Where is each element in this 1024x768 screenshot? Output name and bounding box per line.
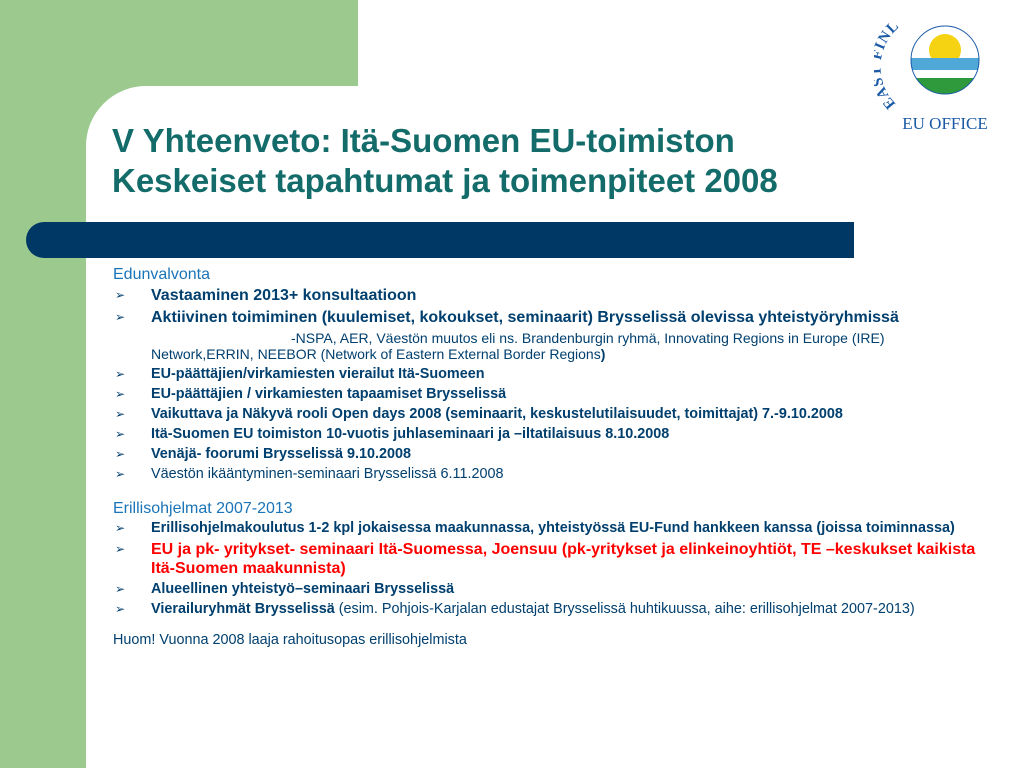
logo-arc-text: EA NL (874, 17, 903, 112)
list-item: ➢ EU-päättäjien/virkamiesten vierailut Itä-Suomeen (115, 366, 485, 382)
arrow-bullet-icon: ➢ (115, 367, 126, 381)
east-finland-logo (874, 10, 1016, 134)
slide-title (112, 121, 872, 201)
list-item: ➢ Vastaaminen 2013+ konsultaatioon (115, 287, 417, 304)
arrow-bullet-icon: ➢ (115, 310, 126, 324)
section-heading-erillisohjelmat: Erillisohjelmat 2007-2013 (113, 500, 293, 517)
arrow-bullet-icon: ➢ (115, 387, 126, 401)
footer-note: Huom! Vuonna 2008 laaja rahoitusopas erillisohjelmista (113, 632, 467, 648)
arrow-bullet-icon: ➢ (115, 521, 126, 535)
arrow-bullet-icon: ➢ (115, 288, 126, 302)
title-line-2: Keskeiset tapahtumat ja toimenpiteet 2008 (112, 162, 778, 199)
list-item: ➢ Vaikuttava ja Näkyvä rooli Open days 2008 (seminaarit, keskustelutilaisuudet, toimittajat) 7.-9.10.2008 (115, 406, 843, 422)
list-item: ➢ Itä-Suomen EU toimiston 10-vuotis juhlaseminaari ja –iltatilaisuus 8.10.2008 (115, 426, 670, 442)
arrow-bullet-icon: ➢ (115, 542, 126, 556)
highlighted-list-item: ➢ EU ja pk- yritykset- seminaari Itä-Suomessa, Joensuu (pk-yritykset ja elinkeinoyhtiöt, TE –keskukset kaikista Itä-Suomen maakunnista) (115, 541, 976, 577)
arrow-bullet-icon: ➢ (115, 582, 126, 596)
list-item: ➢ Alueellinen yhteistyö–seminaari Brysselissä (115, 581, 455, 597)
title-underline-bar (26, 222, 854, 258)
list-item: ➢ EU-päättäjien / virkamiesten tapaamiset Brysselissä (115, 386, 507, 402)
arrow-bullet-icon: ➢ (115, 427, 126, 441)
arrow-bullet-icon: ➢ (115, 467, 126, 481)
list-item: ➢ Erillisohjelmakoulutus 1-2 kpl jokaisessa maakunnassa, yhteistyössä EU-Fund hankkeen kanssa (joissa toiminnassa) (115, 520, 955, 536)
list-item: ➢ Venäjä- foorumi Brysselissä 9.10.2008 (115, 446, 411, 462)
network-note: -NSPA, AER, Väestön muutos eli ns. Brandenburgin ryhmä, Innovating Regions in Europe (IRE) Network,ERRIN, NEEBOR (Network of Eastern External Border Regions) (151, 330, 885, 362)
arrow-bullet-icon: ➢ (115, 602, 126, 616)
list-item: ➢ Aktiivinen toimiminen (kuulemiset, kokoukset, seminaarit) Brysselissä olevissa yhteistyöryhmissä (115, 309, 899, 326)
list-item: ➢ Väestön ikääntyminen-seminaari Brysselissä 6.11.2008 (115, 466, 504, 482)
slide-body (113, 266, 993, 649)
list-item: ➢ Vierailuryhmät Brysselissä (esim. Pohjois-Karjalan edustajat Brysselissä huhtikuussa, aihe: erillisohjelmat 2007-2013) (115, 601, 915, 617)
title-line-1: V Yhteenveto: Itä-Suomen EU-toimiston (112, 122, 735, 159)
svg-text:EAST FINLAND (874, 10, 903, 112)
section-heading-edunvalvonta: Edunvalvonta (113, 266, 210, 283)
logo-office-text: EU OFFICE (902, 114, 988, 133)
arrow-bullet-icon: ➢ (115, 447, 126, 461)
arrow-bullet-icon: ➢ (115, 407, 126, 421)
